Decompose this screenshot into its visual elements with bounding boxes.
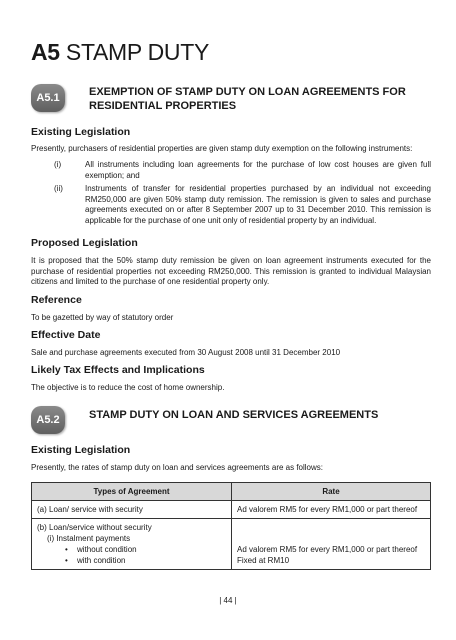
list-item-number: (ii)	[54, 184, 63, 193]
page-number-value: 44	[223, 596, 233, 605]
section-title: EXEMPTION OF STAMP DUTY ON LOAN AGREEMENTS FOR RESIDENTIAL PROPERTIES	[89, 86, 406, 112]
table-header-cell: Rate	[232, 483, 431, 501]
table-row	[32, 519, 431, 570]
title-section-number: A5	[31, 39, 60, 65]
page-number: | 44 |	[219, 596, 237, 605]
row-b-subitem: (i) Instalment payments	[47, 534, 131, 543]
bullet-text: with condition	[77, 556, 126, 565]
row-b-type: (b) Loan/service without security	[37, 523, 152, 532]
bullet-item	[37, 544, 226, 555]
section-badge: A5.1	[31, 84, 65, 112]
existing-legislation-heading: Existing Legislation	[31, 444, 131, 456]
section-title: STAMP DUTY ON LOAN AND SERVICES AGREEMENTS	[89, 409, 379, 421]
existing-legislation-intro: Presently, the rates of stamp duty on loan and services agreements are as follows:	[31, 463, 323, 472]
proposed-legislation-heading: Proposed Legislation	[31, 237, 138, 249]
effective-date-text: Sale and purchase agreements executed from 30 August 2008 until 31 December 2010	[31, 348, 341, 357]
proposed-legislation-text: It is proposed that the 50% stamp duty remission be given on loan agreement instruments executed for the purchase of residential properties not exceeding RM250,000. This remission is granted to individual Malaysian citizens and limited to the purchase of one residential property only.	[31, 256, 431, 286]
effective-date-heading: Effective Date	[31, 329, 101, 341]
reference-heading: Reference	[31, 294, 82, 306]
list-item-text: Instruments of transfer for residential properties purchased by an individual not exceeding RM250,000 are given 50% stamp duty remission. The remission is given to sales and purchase agreements executed on or after 8 September 2007 up to 31 December 2010. This remission is applicable for the purchase of one unit only of residential property by an individual.	[85, 184, 431, 225]
existing-legislation-heading: Existing Legislation	[31, 126, 131, 138]
existing-legislation-intro: Presently, purchasers of residential properties are given stamp duty exemption on the following instruments:	[31, 144, 413, 153]
table-header-cell: Types of Agreement	[32, 483, 232, 501]
stamp-duty-rates-table	[31, 482, 431, 570]
table-row	[32, 501, 431, 519]
table-cell	[32, 519, 232, 570]
bullet-item	[37, 555, 226, 566]
table-cell	[232, 519, 431, 570]
table-header-row	[32, 483, 431, 501]
row-b-rate: Ad valorem RM5 for every RM1,000 or part thereof	[237, 545, 418, 554]
list-item-number: (i)	[54, 160, 62, 169]
row-b-rate: Fixed at RM10	[237, 556, 290, 565]
section-badge: A5.2	[31, 406, 65, 434]
bullet-text: without condition	[77, 545, 137, 554]
tax-effects-heading: Likely Tax Effects and Implications	[31, 364, 205, 376]
reference-text: To be gazetted by way of statutory order	[31, 313, 174, 322]
table-cell: Ad valorem RM5 for every RM1,000 or part thereof	[232, 501, 431, 519]
tax-effects-text: The objective is to reduce the cost of home ownership.	[31, 383, 225, 392]
title-text: STAMP DUTY	[65, 39, 210, 65]
page-title	[31, 38, 209, 66]
table-cell: (a) Loan/ service with security	[32, 501, 232, 519]
list-item-text: All instruments including loan agreements for the purchase of low cost houses are given full exemption; and	[85, 160, 431, 180]
